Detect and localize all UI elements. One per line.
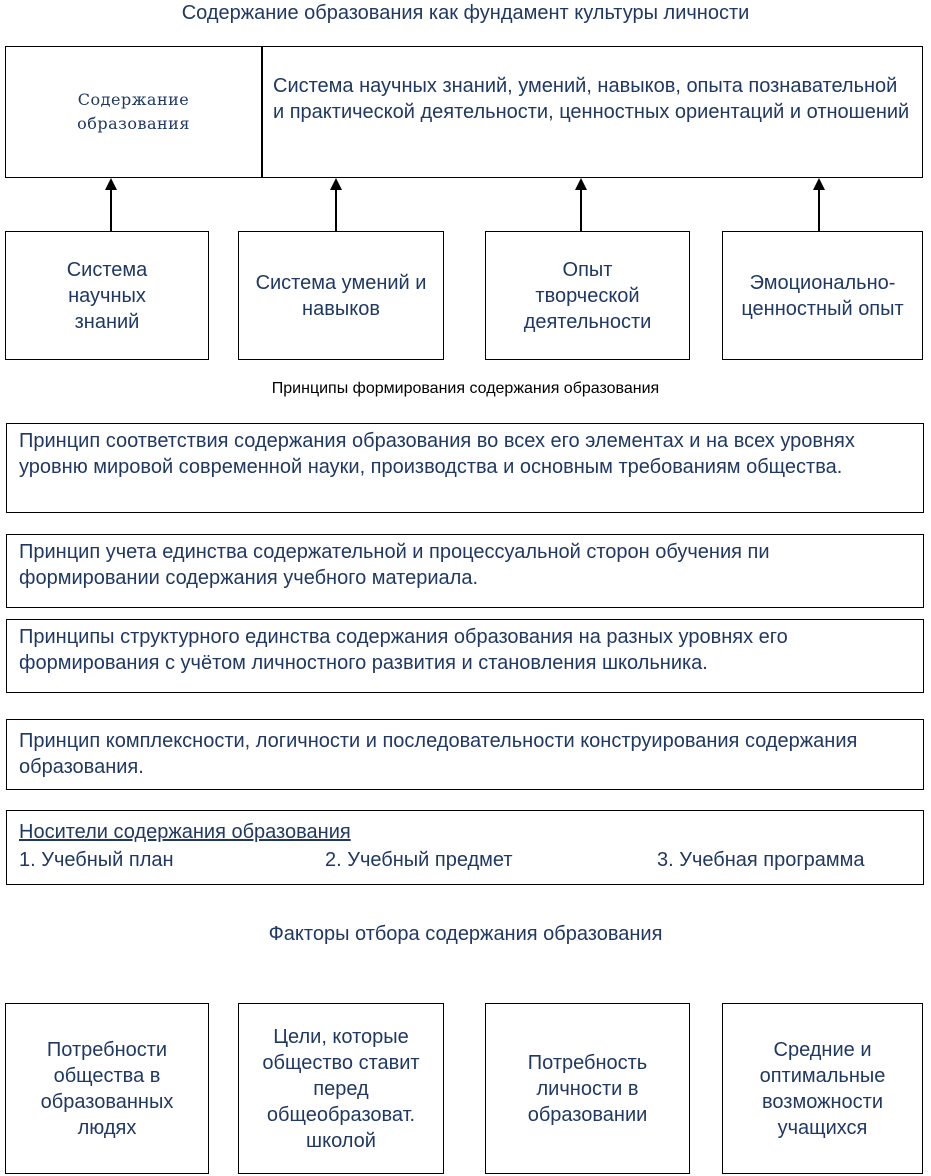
component-skills: Система умений и навыков — [238, 231, 444, 360]
principle-item: Принцип комплексности, логичности и последовательности конструирования содержания образования. — [6, 719, 924, 790]
carriers-box — [6, 810, 924, 885]
carrier-item: 2. Учебный предмет — [325, 849, 513, 871]
carrier-item: 3. Учебная программа — [657, 849, 865, 871]
arrow-line — [110, 188, 112, 232]
arrow-line — [335, 188, 337, 232]
carrier-item: 1. Учебный план — [19, 849, 174, 871]
factor-society-goals: Цели, которые общество ставит перед общеобразоват. школой — [238, 1003, 444, 1174]
component-scientific-knowledge: Система научных знаний — [5, 231, 209, 360]
education-content-definition: Система научных знаний, умений, навыков, опыта познавательной и практической деятельности, ценностных ориентаций и отношений — [273, 75, 910, 123]
main-title: Содержание образования как фундамент культуры личности — [181, 2, 750, 24]
carriers-title: Носители содержания образования — [19, 821, 351, 843]
factor-personal-needs: Потребность личности в образовании — [485, 1003, 690, 1174]
component-emotional-experience: Эмоционально-ценностный опыт — [722, 231, 923, 360]
principle-item: Принцип учета единства содержательной и процессуальной сторон обучения пи формировании содержания учебного материала. — [6, 534, 924, 608]
factors-title: Факторы отбора содержания образования — [268, 923, 663, 945]
arrow-line — [818, 188, 820, 232]
principles-title: Принципы формирования содержания образования — [271, 380, 660, 397]
factor-student-abilities: Средние и оптимальные возможности учащихся — [722, 1003, 923, 1174]
arrow-line — [580, 188, 582, 232]
principle-item: Принцип соответствия содержания образования во всех его элементах и на всех уровнях уровню мировой современной науки, производства и основным требованиям общества. — [6, 423, 924, 513]
education-content-label: Содержание образования — [77, 90, 190, 133]
education-content-box — [5, 46, 923, 178]
component-creative-experience: Опыт творческой деятельности — [485, 231, 690, 360]
top-box-divider — [261, 47, 263, 177]
principle-item: Принципы структурного единства содержания образования на разных уровнях его формирования с учётом личностного развития и становления школьника. — [6, 619, 924, 693]
factor-society-needs: Потребности общества в образованных людях — [5, 1003, 209, 1174]
